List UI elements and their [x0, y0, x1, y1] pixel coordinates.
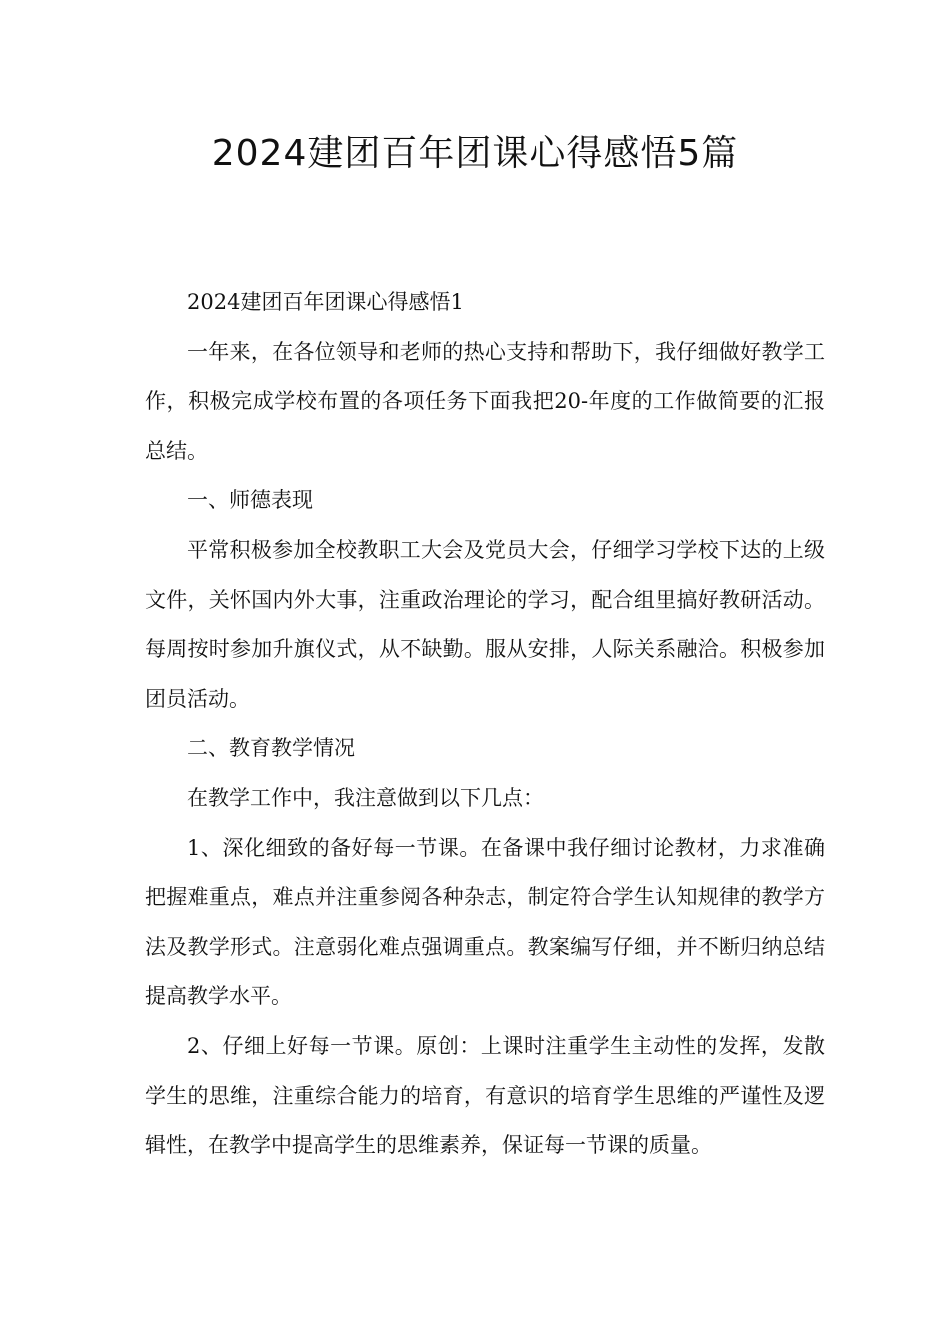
- body-paragraph: 在教学工作中，我注意做到以下几点：: [187, 785, 544, 810]
- section-heading: 一、师德表现: [187, 488, 313, 513]
- document-title: 2024建团百年团课心得感悟5篇: [211, 133, 739, 174]
- body-paragraph: 1、深化细致的备好每一节课。在备课中我仔细讨论教材，力求准确把握难重点，难点并注重参阅各种杂志，制定符合学生认知规律的教学方法及教学形式。注意弱化难点强调重点。教案编写仔细，并不断归纳总结提高教学水平。: [145, 835, 825, 1009]
- section-heading: 二、教育教学情况: [187, 736, 355, 761]
- body-paragraph: 平常积极参加全校教职工大会及党员大会，仔细学习学校下达的上级文件，关怀国内外大事，注重政治理论的学习，配合组里搞好教研活动。每周按时参加升旗仪式，从不缺勤。服从安排，人际关系融洽。积极参加团员活动。: [145, 537, 825, 711]
- body-paragraph: 2、仔细上好每一节课。原创：上课时注重学生主动性的发挥，发散学生的思维，注重综合能力的培育，有意识的培育学生思维的严谨性及逻辑性，在教学中提高学生的思维素养，保证每一节课的质量。: [145, 1033, 825, 1158]
- section-heading: 2024建团百年团课心得感悟1: [187, 290, 464, 314]
- document-body: [145, 278, 825, 1171]
- body-paragraph: 一年来，在各位领导和老师的热心支持和帮助下，我仔细做好教学工作，积极完成学校布置的各项任务下面我把20-年度的工作做简要的汇报总结。: [145, 339, 825, 463]
